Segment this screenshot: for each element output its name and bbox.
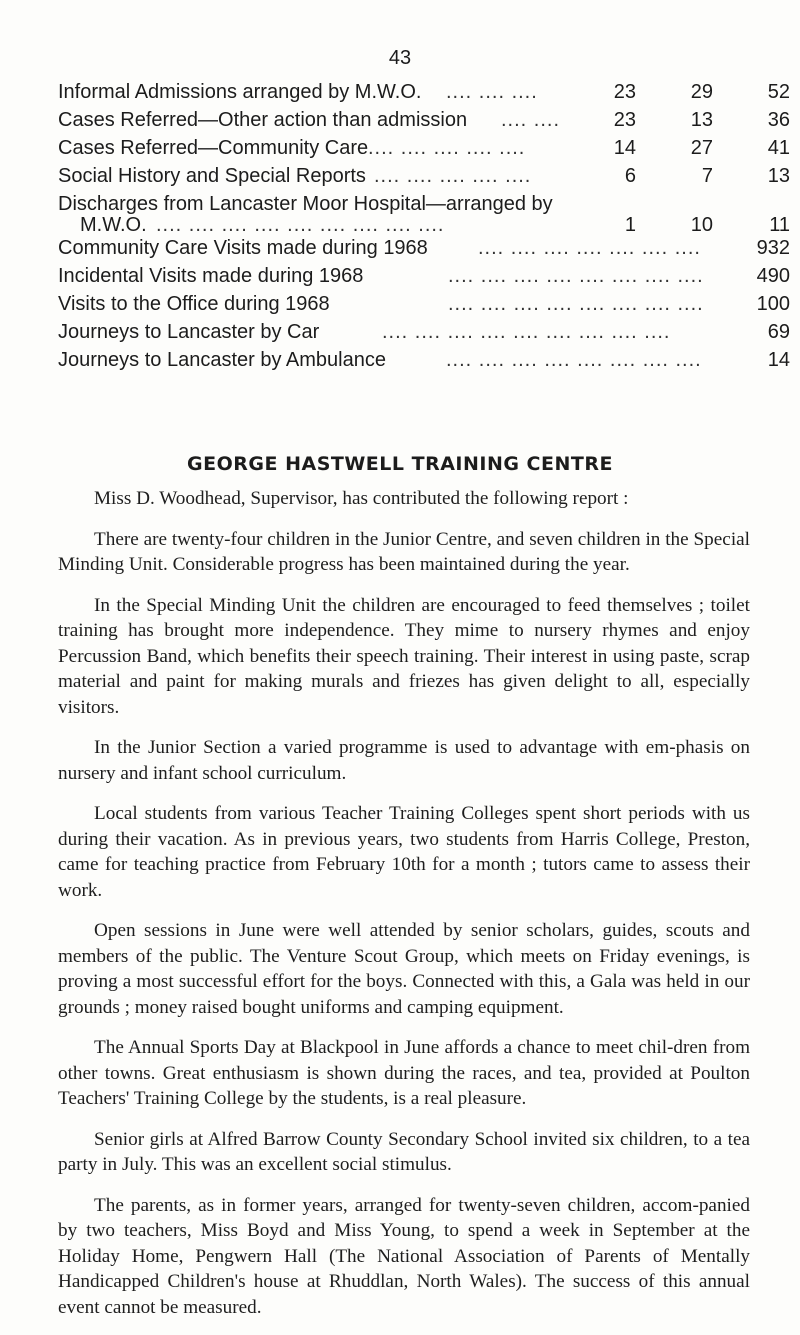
report-body <box>58 486 750 1335</box>
paragraph: The parents, as in former years, arranged for twenty-seven children, accom-panied by two teachers, Miss Boyd and Miss Young, to spend a week in September at the Holiday Home, Pengwern Hall (The National Association of Parents of Mentally Handicapped Children's house at Rhuddlan, North Wales). The success of this annual event cannot be measured. <box>58 1194 750 1318</box>
row-label: Journeys to Lancaster by Ambulance <box>58 349 386 371</box>
leader-dots: .... .... <box>501 109 561 131</box>
stats-row-other-action <box>58 106 790 134</box>
row-label: Community Care Visits made during 1968 <box>58 237 428 259</box>
stats-row-informal-admissions <box>58 78 790 106</box>
value-col-1: 14 <box>613 137 636 159</box>
value-total: 490 <box>756 265 790 287</box>
section-heading: GEORGE HASTWELL TRAINING CENTRE <box>187 453 613 475</box>
value-col-1: 23 <box>613 109 636 131</box>
row-label: Incidental Visits made during 1968 <box>58 265 364 287</box>
stats-row-community-care-visits <box>58 234 790 262</box>
value-col-3: 11 <box>769 214 790 236</box>
leader-dots: .... .... .... .... .... .... .... .... .... <box>156 214 445 236</box>
stats-row-social-history <box>58 162 790 190</box>
row-label: Visits to the Office during 1968 <box>58 293 330 315</box>
stats-row-journeys-car <box>58 318 790 346</box>
row-label-continued: M.W.O. <box>80 214 147 236</box>
statistics-table <box>58 78 790 374</box>
stats-row-journeys-ambulance <box>58 346 790 374</box>
paragraph: Open sessions in June were well attended by senior scholars, guides, scouts and members of the public. The Venture Scout Group, which meets on Friday evenings, is proving a most successful effort for the boys. Connected with this, a Gala was held in our grounds ; money raised bought uniforms and camping equipment. <box>58 920 750 1018</box>
value-col-1: 6 <box>624 165 636 187</box>
leader-dots: .... .... .... <box>446 81 538 103</box>
paragraph: Miss D. Woodhead, Supervisor, has contributed the following report : <box>94 488 629 509</box>
leader-dots: .... .... .... .... .... .... .... .... .... <box>382 321 671 343</box>
value-col-2: 13 <box>690 109 713 131</box>
value-total: 932 <box>756 237 790 259</box>
leader-dots: .... .... .... .... .... .... .... <box>478 237 701 259</box>
leader-dots: .... .... .... .... .... .... .... .... <box>448 265 704 287</box>
value-col-3: 13 <box>767 165 790 187</box>
value-col-2: 27 <box>690 137 713 159</box>
row-label: Cases Referred—Other action than admission <box>58 109 468 131</box>
value-total: 100 <box>756 293 790 315</box>
paragraph: The Annual Sports Day at Blackpool in June affords a chance to meet chil-dren from other towns. Great enthusiasm is shown during the races, and tea, provided at Poulton Teachers' Training College by the students, is a real pleasure. <box>58 1037 750 1109</box>
value-col-2: 10 <box>690 214 713 236</box>
value-col-2: 29 <box>690 81 713 103</box>
value-total: 69 <box>767 321 790 343</box>
stats-row-discharges <box>58 190 790 236</box>
value-col-1: 1 <box>624 214 636 236</box>
value-col-3: 36 <box>767 109 790 131</box>
page-number: 43 <box>388 47 412 69</box>
value-col-3: 41 <box>767 137 790 159</box>
row-label: Discharges from Lancaster Moor Hospital—arranged by <box>58 193 553 215</box>
value-col-3: 52 <box>767 81 790 103</box>
leader-dots: .... .... .... .... .... .... .... .... <box>446 349 702 371</box>
paragraph: In the Special Minding Unit the children are encouraged to feed themselves ; toilet training has brought more independence. They mime to nursery rhymes and enjoy Percussion Band, which benefits their speech training. Their interest in using paste, scrap material and paint for making murals and friezes has given delight to all, especially visitors. <box>58 594 750 718</box>
value-col-2: 7 <box>701 165 713 187</box>
row-label: Cases Referred—Community Care <box>58 137 369 159</box>
row-label: Social History and Special Reports <box>58 165 366 187</box>
paragraph: Local students from various Teacher Training Colleges spent short periods with us during their vacation. As in previous years, two students from Harris College, Preston, came for teaching practice from February 10th for a month ; tutors came to assess their work. <box>58 803 750 901</box>
leader-dots: .... .... .... .... .... <box>374 165 532 187</box>
leader-dots: .... .... .... .... .... .... .... .... <box>448 293 704 315</box>
paragraph: There are twenty-four children in the Junior Centre, and seven children in the Special Minding Unit. Considerable progress has been maintained during the year. <box>58 528 750 575</box>
row-label: Informal Admissions arranged by M.W.O. <box>58 81 422 103</box>
paragraph: Senior girls at Alfred Barrow County Secondary School invited six children, to a tea party in July. This was an excellent social stimulus. <box>58 1128 750 1175</box>
leader-dots: .... .... .... .... .... <box>368 137 526 159</box>
stats-row-office-visits <box>58 290 790 318</box>
paragraph: In the Junior Section a varied programme is used to advantage with em-phasis on nursery and infant school curriculum. <box>58 737 750 784</box>
value-col-1: 23 <box>613 81 636 103</box>
stats-row-community-care <box>58 134 790 162</box>
value-total: 14 <box>767 349 790 371</box>
row-label: Journeys to Lancaster by Car <box>58 321 320 343</box>
stats-row-incidental-visits <box>58 262 790 290</box>
